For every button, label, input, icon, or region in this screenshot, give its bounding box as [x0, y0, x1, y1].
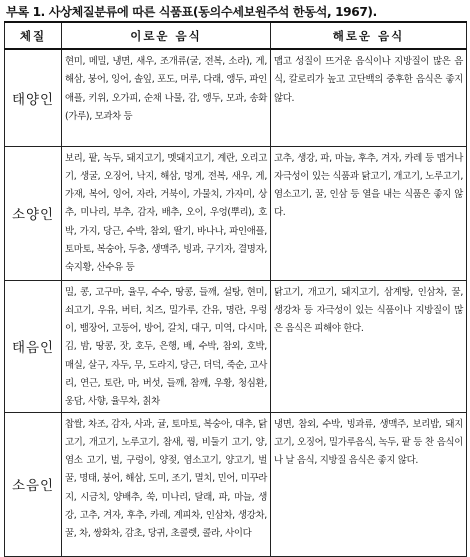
- food-table: [4, 21, 467, 557]
- header-constitution: 체질: [5, 22, 62, 49]
- table-row: [5, 280, 467, 412]
- beneficial-foods: 찹쌀, 차조, 감자, 사과, 귤, 토마토, 복숭아, 대추, 닭고기, 개고기, 노루고기, 참새, 꿩, 비둘기 고기, 양, 염소 고기, 벌, 구렁이, 양젖, 염소고기, 양고기, 벌꿀, 명태, 붕어, 해삼, 도미, 조기, 멸치, 민어, 미꾸라지, 시금치, 양배추, 쑥, 미나리, 달래, 파, 마늘, 생강, 고추, 겨자, 후추, 카레, 계피차, 인삼차, 생강차, 꿀, 차, 쌍화차, 감초, 당귀, 초콜렛, 콜라, 사이다: [62, 412, 271, 556]
- header-harmful-food: 해로운 음식: [271, 22, 467, 49]
- beneficial-foods: 밀, 콩, 고구마, 율무, 수수, 땅콩, 들깨, 설탕, 현미, 쇠고기, 우유, 버터, 치즈, 밀가루, 간유, 명란, 우렁이, 뱀장어, 고등어, 방어, 갈치, 대구, 미역, 다시마, 김, 밤, 땅콩, 잣, 호두, 은행, 배, 수박, 참외, 호박, 매실, 살구, 자두, 무, 도라지, 당근, 더덕, 죽순, 고사리, 연근, 토란, 마, 버섯, 들깨, 참깨, 우황, 청심환, 웅담, 사향, 율무차, 칡차: [62, 280, 271, 412]
- harmful-foods: 닭고기, 개고기, 돼지고기, 삼계탕, 인삼차, 꿀, 생강차 등 자극성이 있는 식품이나 지방질이 많은 음식은 피해야 한다.: [271, 280, 467, 412]
- table-row: [5, 49, 467, 146]
- table-header-row: [5, 22, 467, 49]
- harmful-foods: 냉면, 참외, 수박, 빙과류, 생맥주, 보리밥, 돼지고기, 오징어, 밀가루음식, 녹두, 팥 등 찬 음식이나 날 음식, 지방질 음식은 좋지 않다.: [271, 412, 467, 556]
- document-title: 부록 1. 사상체질분류에 따른 식품표(동의수세보원주석 한동석, 1967).: [6, 5, 377, 19]
- constitution-name: 소음인: [5, 412, 62, 556]
- constitution-name: 태음인: [5, 280, 62, 412]
- harmful-foods: 맵고 성질이 뜨거운 음식이나 지방질이 많은 음식, 칼로리가 높고 고단백의 중후한 음식은 좋지 않다.: [271, 49, 467, 146]
- table-row: [5, 146, 467, 280]
- header-beneficial-food: 이로운 음식: [62, 22, 271, 49]
- beneficial-foods: 보리, 팥, 녹두, 돼지고기, 멧돼지고기, 계란, 오리고기, 생굴, 오징어, 낙지, 해삼, 멍게, 전복, 새우, 게, 가재, 복어, 잉어, 자라, 거북이, 가물치, 가자미, 상추, 미나리, 부추, 감자, 배추, 오이, 우엉(뿌리), 호박, 가지, 당근, 수박, 참외, 딸기, 바나나, 파인애플, 토마토, 복숭아, 두충, 생맥주, 빙과, 구기자, 결명자, 숙지황, 산수유 등: [62, 146, 271, 280]
- constitution-name: 소양인: [5, 146, 62, 280]
- harmful-foods: 고추, 생강, 파, 마늘, 후추, 겨자, 카레 등 맵거나 자극성이 있는 식품과 닭고기, 개고기, 노루고기, 염소고기, 꿀, 인삼 등 열을 내는 식품은 좋지 않다.: [271, 146, 467, 280]
- beneficial-foods: 현미, 메밀, 냉면, 새우, 조개류(굴, 전복, 소라), 게, 해삼, 붕어, 잉어, 솔잎, 포도, 머루, 다래, 앵두, 파인애플, 키위, 오가피, 순채 나물, 감, 앵두, 모과, 송화(가루), 모과차 등: [62, 49, 271, 146]
- table-row: [5, 412, 467, 556]
- constitution-name: 태양인: [5, 49, 62, 146]
